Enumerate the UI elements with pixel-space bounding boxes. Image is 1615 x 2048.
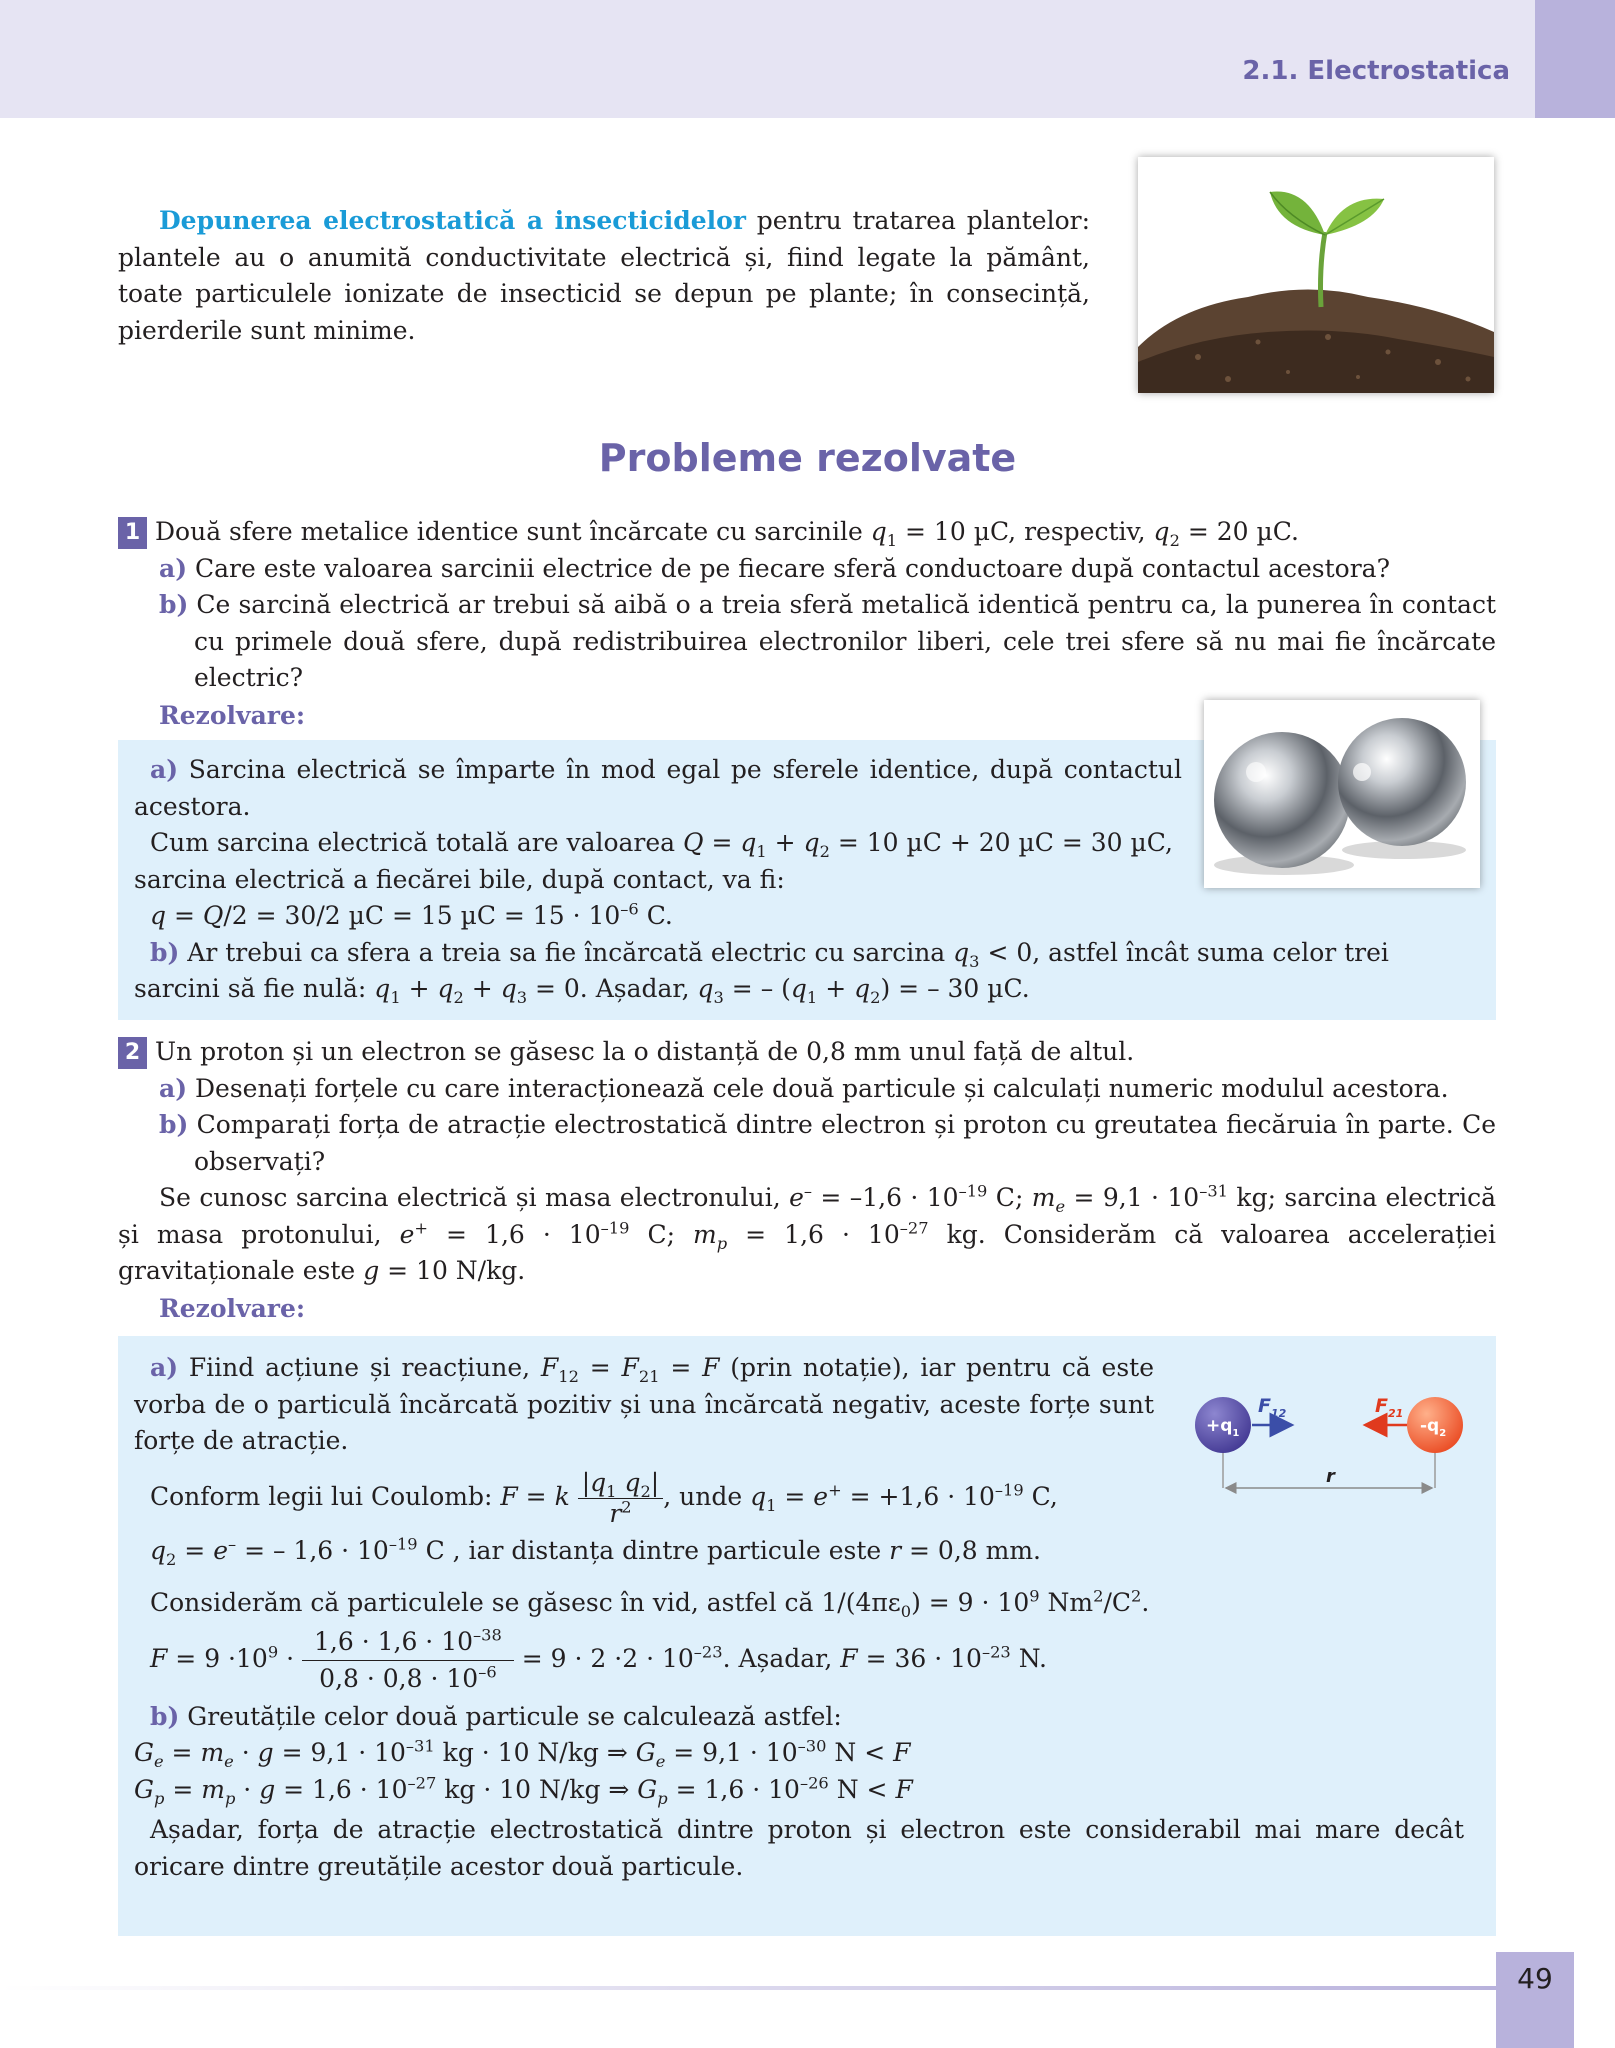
solution-label: Rezolvare: bbox=[159, 700, 306, 730]
q1-label: +q bbox=[1206, 1416, 1233, 1436]
subquestion-label: b) bbox=[159, 1110, 189, 1139]
intro-paragraph bbox=[118, 203, 1090, 349]
svg-text:F12 bbox=[1258, 1395, 1287, 1420]
subquestion-label: b) bbox=[159, 590, 189, 619]
distance-label: r bbox=[1326, 1466, 1335, 1487]
solution-b-intro: Greutățile celor două particule se calculează astfel: bbox=[187, 1701, 842, 1731]
subquestion-label: a) bbox=[159, 553, 188, 583]
question-a: Desenați forțele cu care interacționează cele două particule și calculați numeric modulul acestora. bbox=[194, 1073, 1449, 1103]
footer-line bbox=[0, 1986, 1496, 1990]
q2-sub: 2 bbox=[1439, 1428, 1447, 1439]
q2-label: -q bbox=[1420, 1416, 1440, 1436]
question-b: Ce sarcină electrică ar trebui să aibă o a treia sferă metalică identică pentru ca, la punerea în contact cu primele două sfere, după redistribuirea electronilor liberi, cele trei sfere să nu mai fie încărcate electric? bbox=[194, 590, 1496, 692]
question-a: Care este valoarea sarcinii electrice de pe fiecare sferă conductoare după contactul acestora? bbox=[194, 553, 1390, 583]
solution-a-text: Sarcina electrică se împarte în mod egal pe sferele identice, după contactul acestora. bbox=[134, 755, 1182, 821]
svg-text:F21 bbox=[1375, 1395, 1403, 1420]
metal-spheres-image bbox=[1204, 700, 1480, 888]
problem-1: 1 Două sfere metalice identice sunt încărcate cu sarcinile $q_1 = 10$ µC, respectiv, $q_2 = 20$ µC. a) Care este valoarea sarcinii electrice de pe fiecare sferă conductoare după contactul acestora? b) Ce sarcină electrică ar trebui să aibă o a treia sferă metalică identică pentru ca, la punerea în contact cu primele două sfere, după redistribuirea electronilor liberi, cele trei sfere să nu mai fie încărcate electric? Rezolvare: bbox=[118, 514, 1496, 734]
header-tab bbox=[1535, 0, 1615, 118]
force-f21-label: F bbox=[1375, 1395, 1388, 1417]
force-diagram bbox=[1190, 1380, 1470, 1500]
section-title: 2.1. Electrostatica bbox=[1242, 56, 1510, 86]
section-heading: Probleme rezolvate bbox=[598, 436, 1017, 480]
problem-2: 2 Un proton și un electron se găsesc la o distanță de 0,8 mm unul față de altul. a) Desenați forțele cu care interacționează cele două particule și calculați numeric modulul acestora. b) Comparați forța de atracție electrostatică dintre electron și proton cu greutatea fiecăruia în parte. Ce observați? Se cunosc sarcina electrică și masa electronului, $e^- = -1,6 \cdot 10^{-19}$ C; $m_e = 9,1 \cdot 10^{-31}$ kg; sarcina electrică și masa protonului, $e^+ = 1,6 \cdot 10^{-19}$ C; $m_p = 1,6 \cdot 10^{-27}$ kg. Considerăm că valoarea accelerației gravitaționale este g = 10 N/kg. Rezolvare: bbox=[118, 1037, 1496, 1323]
solution-label: Rezolvare: bbox=[159, 1293, 306, 1323]
subquestion-label: a) bbox=[159, 1073, 188, 1103]
solution-2-text: a) Fiind acțiune și reacțiune, $F_{12} = F_{21} = F$ (prin notație), iar pentru că este vorba de o particulă încărcată pozitiv și una încărcată negativ, aceste forțe sunt forțe de atracție. Conform legii lui Coulomb: F = k $\frac{|q_1 q_2|}{r^2}$ , unde $q_1 = e^+ = +1,6 \cdot 10^{-19}$ C, $q_2 = e^-$ = – $1,6 \cdot 10^{-19}$ C , iar distanța dintre particule este r = 0,8 mm. Considerăm că particulele se găsesc în vid, astfel că $1/(4\pi\varepsilon_0) = 9 \cdot 10^9$ $Nm^2/C^2$. $F = 9 \cdot 10^9$ · $\frac{1,6 \cdot 1,6 \cdot 10^{-38}}{0,8 \cdot 0,8 \cdot 10^{-6}}$ = $9 \cdot 2 \cdot 2 \cdot 10^{-23}$. Așadar, $F = 36 \cdot 10^{-23}$ N. b) Greutățile celor două particule se calculează astfel: $G_e = m_e \cdot g = 9,1 \cdot 10^{-31}$ kg · 10 N/kg ⇒ $G_e = 9,1 \cdot 10^{-30}$ N < F $G_p = m_p \cdot g = 1,6 \cdot 10^{-27}$ kg · 10 N/kg ⇒ $G_p = 1,6 \cdot 10^{-26}$ N < F Așadar, forța de atracție electrostatică dintre proton și electron este considerabil mai mare decât oricare dintre greutățile acestor două particule. bbox=[134, 1353, 1464, 1881]
conclusion-text: Așadar, forța de atracție electrostatică dintre proton și electron este considerabil mai mare decât oricare dintre greutățile acestor două particule. bbox=[134, 1815, 1464, 1881]
sprout-image bbox=[1138, 157, 1494, 393]
solution-1-text: a) Sarcina electrică se împarte în mod egal pe sferele identice, după contactul acestora. Cum sarcina electrică totală are valoarea $Q = q_1 + q_2 = 10$ µC + 20 µC = 30 µC, sarcina electrică a fiecărei bile, după contact, va fi: q = Q/2 = 30/2 µC = 15 $\mu C = 15 \cdot 10^{-6}$ C. b) Ar trebui ca sfera a treia sa fie încărcată electric cu sarcina $q_3 < 0$, astfel încât suma celor trei sarcini să fie nulă: $q_1 + q_2 + q_3 = 0$. Așadar, $q_3$ = – $(q_1 + q_2)$ = – 30 µC. bbox=[134, 755, 1389, 1007]
problem-number-badge: 1 bbox=[118, 517, 147, 549]
intro-text: pentru tratarea plantelor: plantele au o anumită conductivitate electrică și, fiind legate la pământ, toate particulele ionizate de insecticid se depun pe plante; în consecință, pierderile sunt minime. bbox=[118, 206, 1090, 345]
page-number: 49 bbox=[1517, 1962, 1553, 1995]
coulomb-force-diagram bbox=[1190, 1380, 1470, 1500]
problem-number-badge: 2 bbox=[118, 1037, 147, 1069]
force-f21-sub: 21 bbox=[1387, 1407, 1404, 1420]
plant-photo bbox=[1138, 157, 1494, 393]
force-f12-label: F bbox=[1258, 1395, 1271, 1417]
intro-highlight: Depunerea electrostatică a insecticidelor bbox=[159, 206, 746, 235]
force-f12-sub: 12 bbox=[1270, 1407, 1287, 1420]
question-b: Comparați forța de atracție electrostatică dintre electron și proton cu greutatea fiecăruia în parte. Ce observați? bbox=[194, 1110, 1496, 1176]
problem-2-stem: Un proton și un electron se găsesc la o distanță de 0,8 mm unul față de altul. bbox=[155, 1037, 1135, 1066]
spheres-photo bbox=[1204, 700, 1480, 888]
q1-sub: 1 bbox=[1232, 1428, 1240, 1439]
